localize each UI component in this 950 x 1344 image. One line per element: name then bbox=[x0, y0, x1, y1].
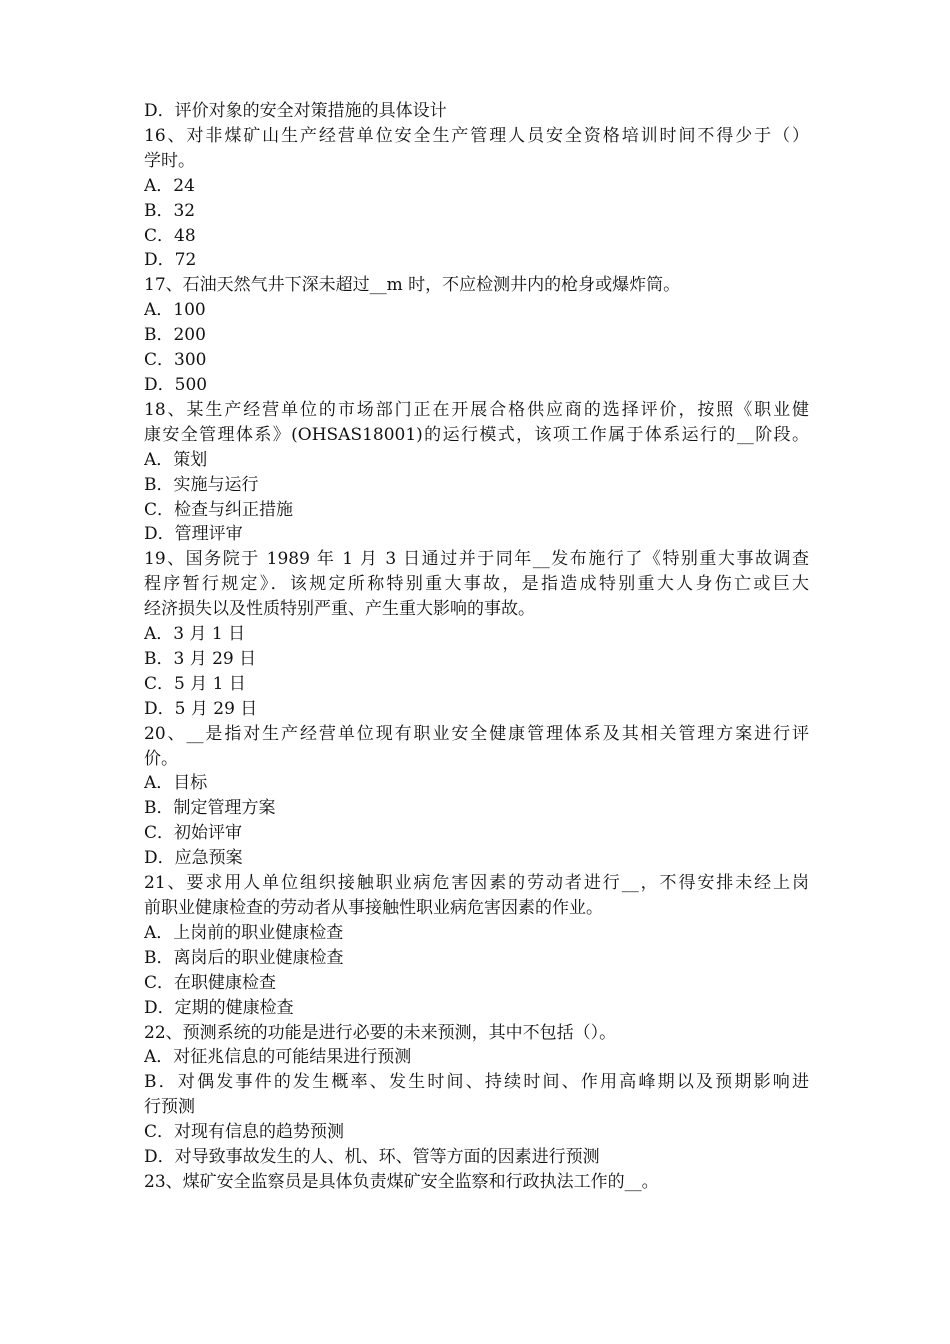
text-line: 康安全管理体系》(OHSAS18001)的运行模式，该项工作属于体系运行的__阶段。 bbox=[144, 424, 809, 445]
text-line: B．制定管理方案 bbox=[144, 798, 276, 819]
text-line: C．48 bbox=[144, 225, 196, 246]
text-line: A．上岗前的职业健康检查 bbox=[144, 922, 344, 943]
text-line: 程序暂行规定》．该规定所称特别重大事故，是指造成特别重大人身伤亡或巨大 bbox=[144, 574, 809, 595]
text-line: B．3 月 29 日 bbox=[144, 648, 257, 669]
text-line: 价。 bbox=[144, 748, 178, 769]
text-line: 22、预测系统的功能是进行必要的未来预测，其中不包括（）。 bbox=[144, 1022, 617, 1043]
text-line: B．对偶发事件的发生概率、发生时间、持续时间、作用高峰期以及预期影响进 bbox=[144, 1072, 809, 1093]
text-line: B．离岗后的职业健康检查 bbox=[144, 947, 344, 968]
text-line: D．管理评审 bbox=[144, 524, 243, 545]
text-line: A．24 bbox=[144, 175, 195, 196]
text-line: 16、对非煤矿山生产经营单位安全生产管理人员安全资格培训时间不得少于（） bbox=[144, 125, 809, 146]
text-line: A．100 bbox=[144, 300, 206, 321]
text-line: D．72 bbox=[144, 250, 197, 271]
text-line: C．对现有信息的趋势预测 bbox=[144, 1122, 345, 1143]
text-line: C．300 bbox=[144, 350, 207, 371]
question-text-block bbox=[144, 99, 809, 1195]
text-line: 经济损失以及性质特别严重、产生重大影响的事故。 bbox=[144, 599, 535, 620]
text-line: 20、__是指对生产经营单位现有职业安全健康管理体系及其相关管理方案进行评 bbox=[144, 723, 809, 744]
text-line: B．实施与运行 bbox=[144, 474, 259, 495]
text-line: D．对导致事故发生的人、机、环、管等方面的因素进行预测 bbox=[144, 1147, 600, 1168]
text-line: A．策划 bbox=[144, 449, 208, 470]
text-line: A．对征兆信息的可能结果进行预测 bbox=[144, 1047, 412, 1068]
text-line: D．定期的健康检查 bbox=[144, 997, 294, 1018]
text-line: D．评价对象的安全对策措施的具体设计 bbox=[144, 101, 447, 121]
text-line: C．检查与纠正措施 bbox=[144, 499, 294, 520]
text-line: D．500 bbox=[144, 374, 208, 395]
text-line: B．32 bbox=[144, 200, 196, 221]
text-line: C．初始评审 bbox=[144, 823, 243, 844]
text-line: 23、煤矿安全监察员是具体负责煤矿安全监察和行政执法工作的__。 bbox=[144, 1171, 659, 1192]
text-line: A．目标 bbox=[144, 773, 208, 794]
text-line: 19、国务院于 1989 年 1 月 3 日通过并于同年__发布施行了《特别重大事故调查 bbox=[144, 549, 809, 570]
text-line: D．5 月 29 日 bbox=[144, 698, 258, 719]
text-line: C．5 月 1 日 bbox=[144, 673, 246, 694]
text-line: 行预测 bbox=[144, 1097, 195, 1118]
text-line: C．在职健康检查 bbox=[144, 972, 277, 993]
text-line: 21、要求用人单位组织接触职业病危害因素的劳动者进行__，不得安排未经上岗 bbox=[144, 873, 809, 894]
text-line: D．应急预案 bbox=[144, 848, 243, 869]
text-line: A．3 月 1 日 bbox=[144, 624, 246, 645]
text-line: 18、某生产经营单位的市场部门正在开展合格供应商的选择评价，按照《职业健 bbox=[144, 399, 809, 420]
text-line: 17、石油天然气井下深未超过__m 时，不应检测井内的枪身或爆炸筒。 bbox=[144, 275, 681, 296]
text-line: 前职业健康检查的劳动者从事接触性职业病危害因素的作业。 bbox=[144, 898, 603, 918]
text-line: B．200 bbox=[144, 325, 206, 346]
text-line: 学时。 bbox=[144, 150, 195, 171]
